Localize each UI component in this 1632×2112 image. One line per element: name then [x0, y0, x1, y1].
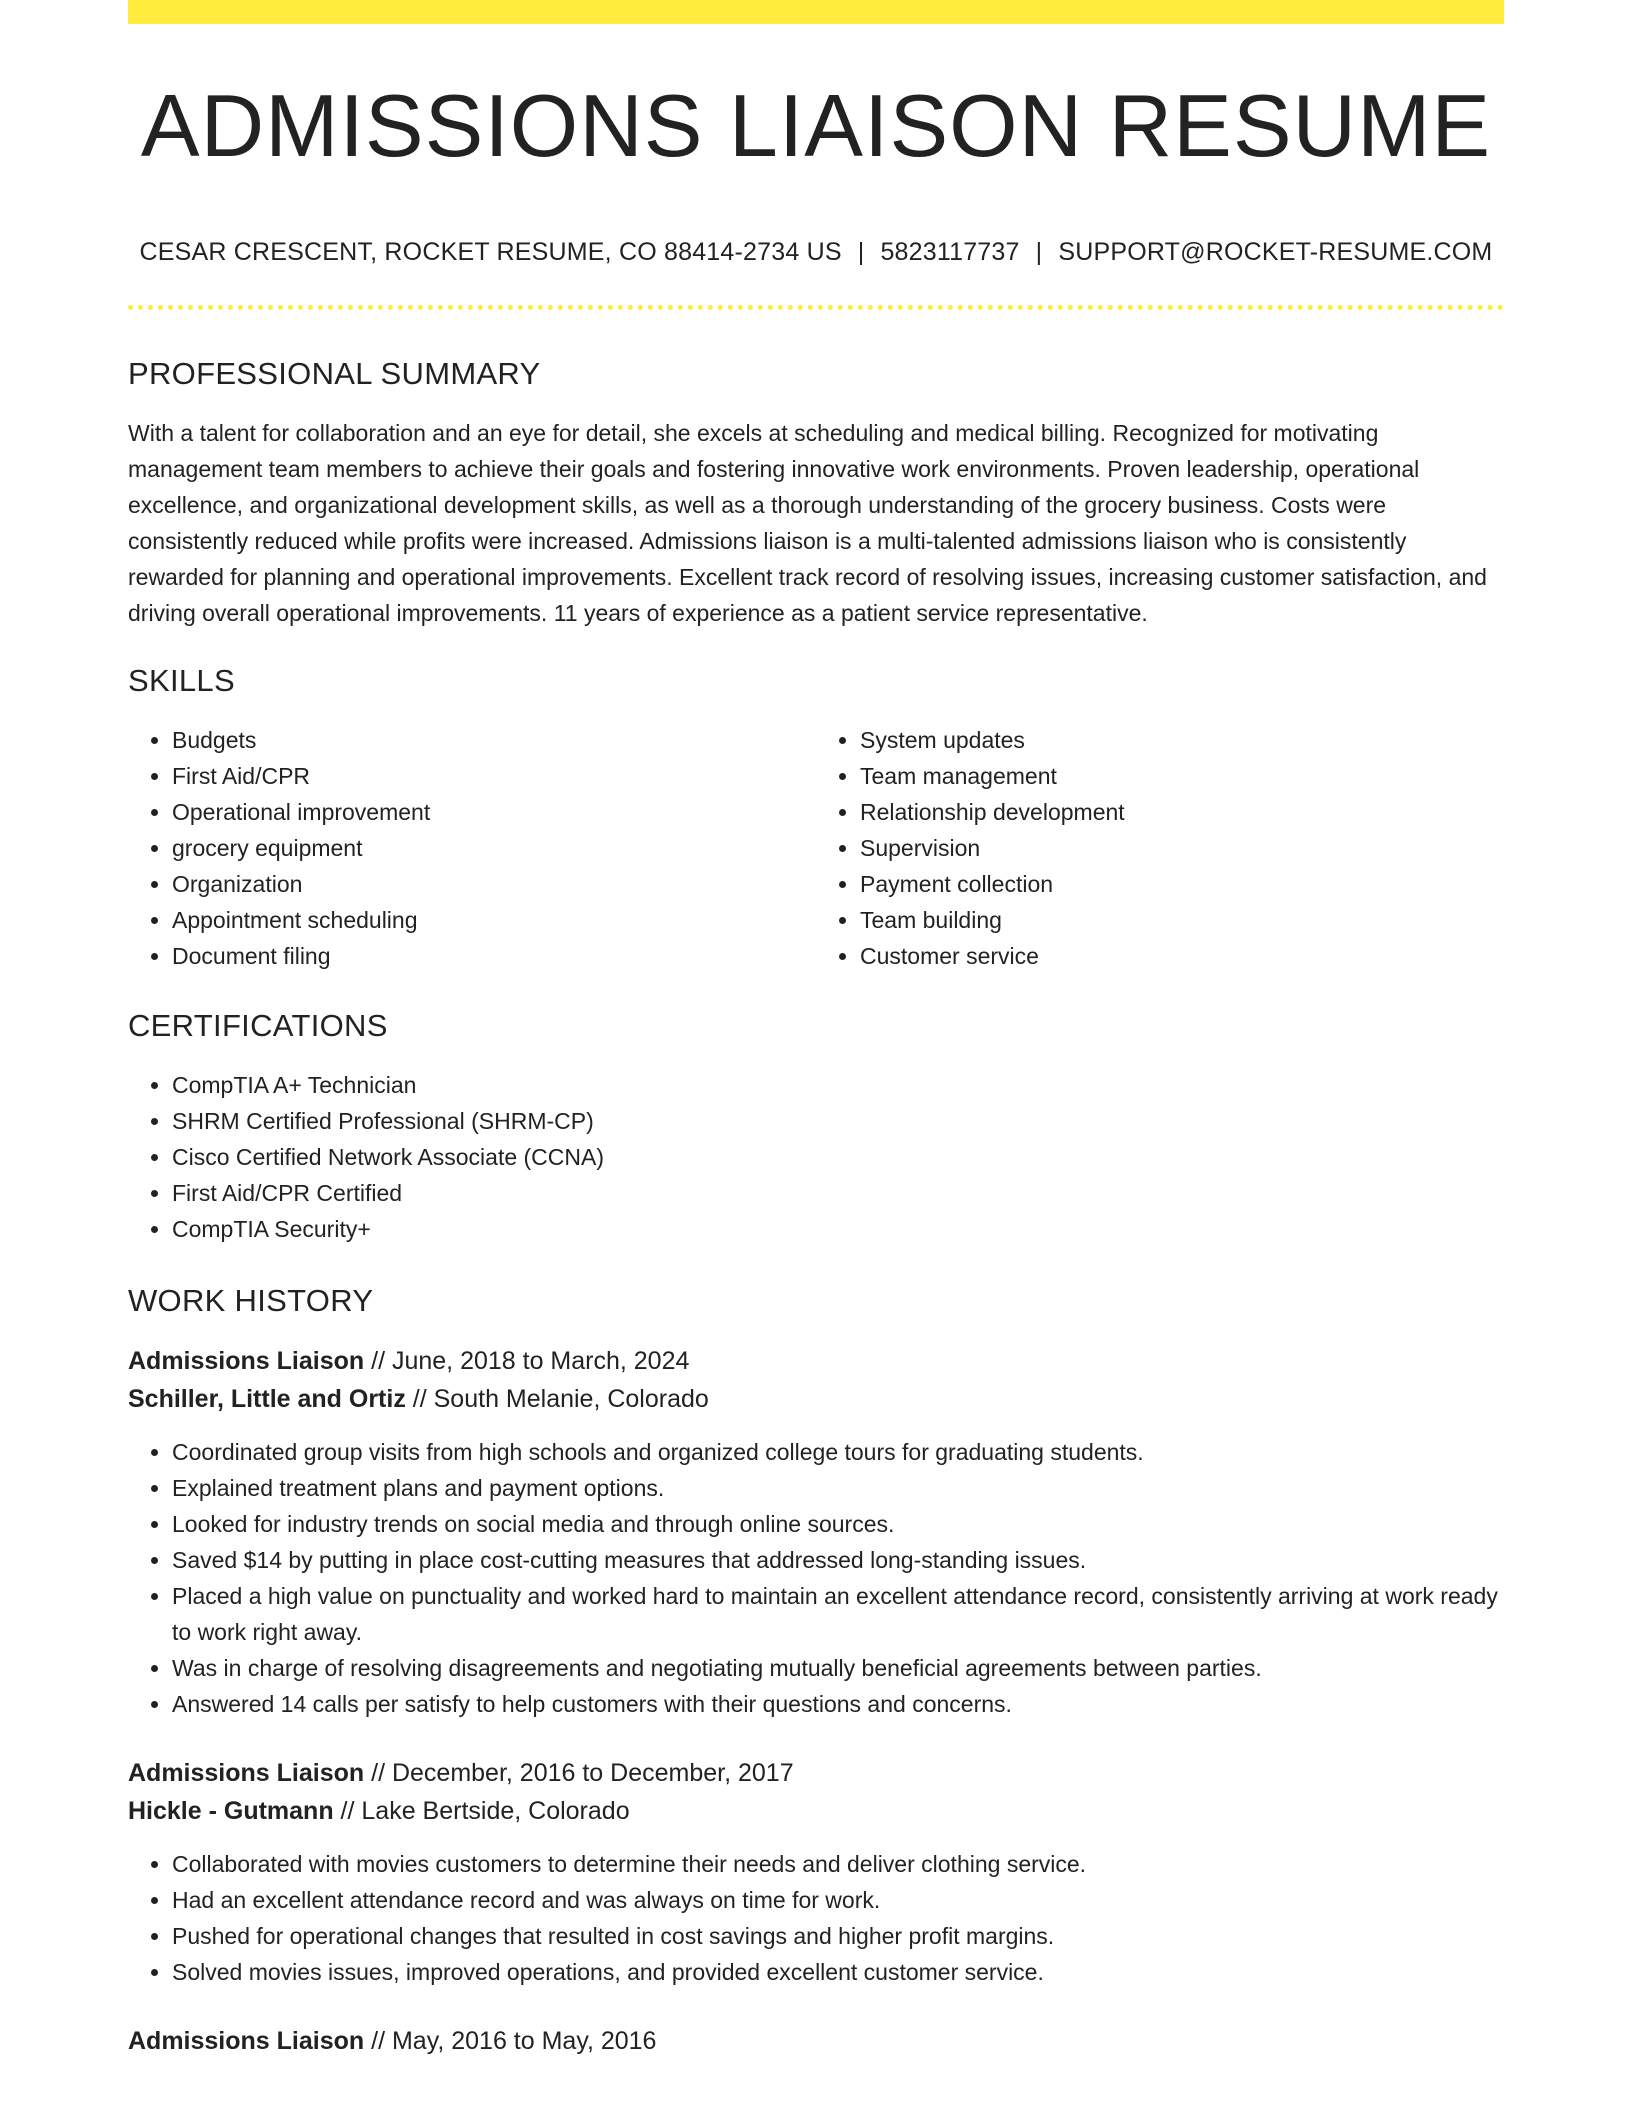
job-company-line — [128, 1792, 1504, 1830]
job-dates: // December, 2016 to December, 2017 — [371, 1759, 794, 1787]
skill-item: • First Aid/CPR — [172, 758, 816, 794]
job-bullet: • Looked for industry trends on social media and through online sources. — [172, 1506, 1504, 1542]
job-role: Admissions Liaison — [128, 2027, 365, 2055]
contact-email: SUPPORT@ROCKET-RESUME.COM — [1058, 238, 1493, 266]
job-dates: // June, 2018 to March, 2024 — [371, 1347, 690, 1375]
certification-item: • CompTIA Security+ — [172, 1211, 1504, 1247]
skill-item: • Organization — [172, 866, 816, 902]
skill-item: • Appointment scheduling — [172, 902, 816, 938]
skills-column-right — [816, 722, 1504, 974]
job-entry — [128, 2022, 1504, 2060]
job-bullet: • Placed a high value on punctuality and worked hard to maintain an excellent attendance record, consistently arriving at work ready to work right away. — [172, 1578, 1504, 1650]
skill-item: • Operational improvement — [172, 794, 816, 830]
contact-phone: 5823117737 — [880, 238, 1020, 266]
accent-bar — [128, 0, 1504, 24]
skill-item: • Document filing — [172, 938, 816, 974]
skills-column-left — [128, 722, 816, 974]
job-bullet: • Answered 14 calls per satisfy to help customers with their questions and concerns. — [172, 1686, 1504, 1722]
job-location: // Lake Bertside, Colorado — [340, 1797, 630, 1825]
contact-separator: | — [1035, 238, 1043, 266]
job-bullet: • Pushed for operational changes that resulted in cost savings and higher profit margins. — [172, 1918, 1504, 1954]
job-bullet: • Saved $14 by putting in place cost-cutting measures that addressed long-standing issues. — [172, 1542, 1504, 1578]
contact-line — [128, 238, 1504, 267]
work-history-heading: WORK HISTORY — [128, 1283, 374, 1318]
job-company-line — [128, 1380, 1504, 1418]
contact-separator: | — [857, 238, 865, 266]
job-company: Schiller, Little and Ortiz — [128, 1385, 406, 1413]
skill-item: • Relationship development — [860, 794, 1504, 830]
job-bullet: • Coordinated group visits from high schools and organized college tours for graduating students. — [172, 1434, 1504, 1470]
job-bullet: • Explained treatment plans and payment options. — [172, 1470, 1504, 1506]
job-bullets — [128, 1434, 1504, 1722]
resume-page — [128, 0, 1504, 2060]
job-bullet: • Had an excellent attendance record and was always on time for work. — [172, 1882, 1504, 1918]
resume-title: ADMISSIONS LIAISON RESUME — [140, 76, 1492, 175]
certifications-list — [128, 1067, 1504, 1247]
job-company: Hickle - Gutmann — [128, 1797, 334, 1825]
skills-list — [128, 722, 1504, 974]
certifications-heading: CERTIFICATIONS — [128, 1008, 388, 1043]
skill-item: • System updates — [860, 722, 1504, 758]
summary-text: With a talent for collaboration and an eye for detail, she excels at scheduling and medical billing. Recognized for motivating management team members to achieve their goals and fostering innovative work environments. Proven leadership, operational excellence, and organizational development skills, as well as a thorough understanding of the grocery business. Costs were consistently reduced while profits were increased. Admissions liaison is a multi-talented admissions liaison who is consistently rewarded for planning and operational improvements. Excellent track record of resolving issues, increasing customer satisfaction, and driving overall operational improvements. 11 years of experience as a patient service representative. — [128, 420, 1487, 626]
job-role-line — [128, 1754, 1504, 1792]
dotted-divider — [128, 305, 1504, 310]
job-entry — [128, 1754, 1504, 1990]
certification-item: • First Aid/CPR Certified — [172, 1175, 1504, 1211]
job-bullet: • Was in charge of resolving disagreements and negotiating mutually beneficial agreements between parties. — [172, 1650, 1504, 1686]
certification-item: • CompTIA A+ Technician — [172, 1067, 1504, 1103]
job-role: Admissions Liaison — [128, 1759, 365, 1787]
job-bullet: • Collaborated with movies customers to determine their needs and deliver clothing service. — [172, 1846, 1504, 1882]
job-role-line — [128, 2022, 1504, 2060]
skill-item: • Team management — [860, 758, 1504, 794]
job-role: Admissions Liaison — [128, 1347, 365, 1375]
job-entry — [128, 1342, 1504, 1722]
skills-heading: SKILLS — [128, 663, 235, 698]
skill-item: • Customer service — [860, 938, 1504, 974]
skill-item: • grocery equipment — [172, 830, 816, 866]
job-role-line — [128, 1342, 1504, 1380]
job-dates: // May, 2016 to May, 2016 — [371, 2027, 657, 2055]
skill-item: • Budgets — [172, 722, 816, 758]
skill-item: • Payment collection — [860, 866, 1504, 902]
skill-item: • Team building — [860, 902, 1504, 938]
job-location: // South Melanie, Colorado — [412, 1385, 709, 1413]
job-bullet: • Solved movies issues, improved operations, and provided excellent customer service. — [172, 1954, 1504, 1990]
summary-heading: PROFESSIONAL SUMMARY — [128, 356, 541, 391]
certification-item: • SHRM Certified Professional (SHRM-CP) — [172, 1103, 1504, 1139]
contact-address: CESAR CRESCENT, ROCKET RESUME, CO 88414-2734 US — [139, 238, 842, 266]
skill-item: • Supervision — [860, 830, 1504, 866]
certification-item: • Cisco Certified Network Associate (CCNA) — [172, 1139, 1504, 1175]
job-bullets — [128, 1846, 1504, 1990]
